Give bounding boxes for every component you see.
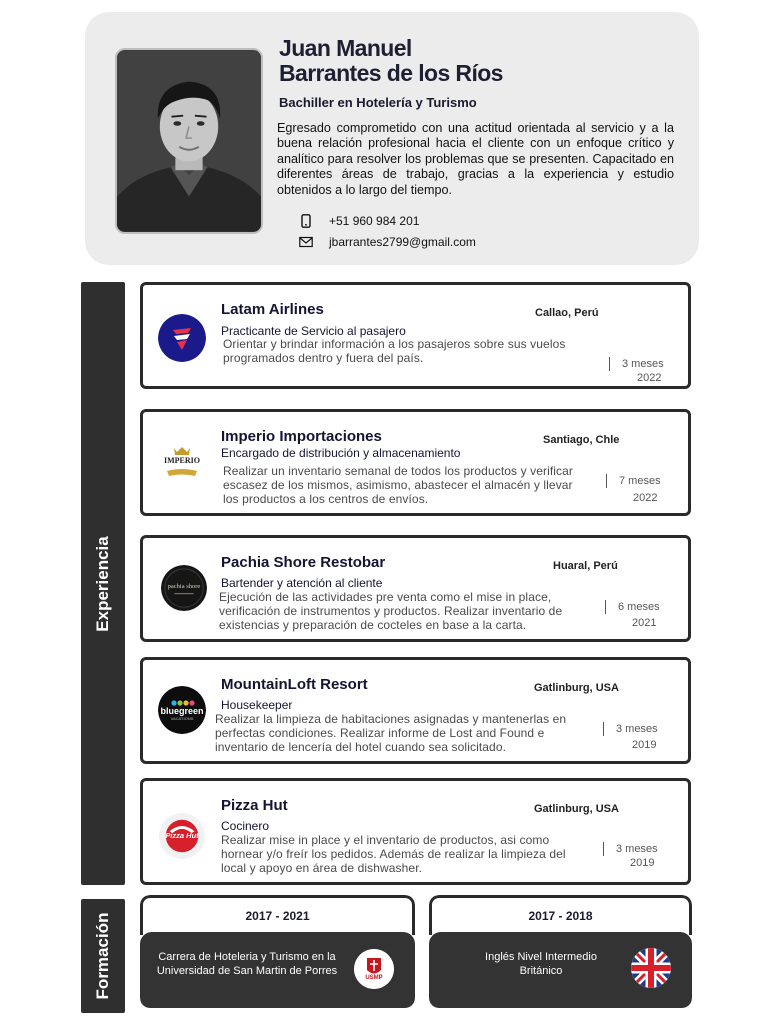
job-year: 2021 xyxy=(632,617,657,629)
job-location: Callao, Perú xyxy=(535,307,599,319)
job-role: Bartender y atención al cliente xyxy=(221,576,383,590)
job-card-pizzahut xyxy=(140,778,691,885)
job-card-pachia xyxy=(140,535,691,642)
email-contact xyxy=(299,235,476,249)
person-name xyxy=(279,36,659,86)
job-year: 2022 xyxy=(637,372,662,384)
education-section-label: Formación xyxy=(93,912,112,1000)
job-location: Huaral, Perú xyxy=(553,560,618,572)
job-location: Gatlinburg, USA xyxy=(534,803,619,815)
education-detail-box xyxy=(140,932,415,1008)
mail-icon xyxy=(299,235,313,249)
usmp-logo-text: USMP xyxy=(365,975,383,981)
education-period: 2017 - 2021 xyxy=(140,895,415,935)
job-card-imperio xyxy=(140,409,691,516)
education-detail-box xyxy=(429,932,692,1008)
job-duration: 7 meses xyxy=(606,474,661,488)
job-role: Encargado de distribución y almacenamiento xyxy=(221,446,461,460)
company-name: Imperio Importaciones xyxy=(221,428,382,445)
job-year: 2019 xyxy=(632,739,657,751)
job-duration: 3 meses xyxy=(603,722,658,736)
phone-contact xyxy=(299,214,419,228)
name-line-2: Barrantes de los Ríos xyxy=(279,60,503,86)
pachia-logo-text: pachia shore xyxy=(167,583,201,590)
job-description: Realizar un inventario semanal de todos los productos y verificar escasez de los mismos, asimismo, abastecer el almacén y llevar los productos a los centros de envíos. xyxy=(223,464,574,506)
job-duration: 6 meses xyxy=(605,600,660,614)
phone-icon xyxy=(299,214,313,228)
job-role: Practicante de Servicio al pasajero xyxy=(221,324,406,338)
job-description: Realizar mise in place y el inventario de productos, asi como hornear y/o freír los pedidos. Además de realizar la limpieza del local y apoyo en área de dishwasher. xyxy=(221,833,566,875)
profile-photo xyxy=(115,48,263,234)
usmp-logo xyxy=(354,949,394,989)
experience-section-label: Experiencia xyxy=(93,535,112,632)
british-flag-icon xyxy=(631,948,671,988)
pizzahut-logo-text: Pizza Hut xyxy=(165,831,199,840)
company-name: Latam Airlines xyxy=(221,301,324,318)
degree-title: Bachiller en Hotelería y Turismo xyxy=(279,95,477,110)
education-description: Carrera de Hoteleria y Turismo en la Universidad de San Martin de Porres xyxy=(156,951,338,977)
education-sidebar xyxy=(81,899,125,1013)
company-name: Pachia Shore Restobar xyxy=(221,554,386,571)
bluegreen-logo-text: bluegreen xyxy=(160,706,204,716)
imperio-logo-text: IMPERIO xyxy=(164,456,200,465)
job-year: 2019 xyxy=(630,857,655,869)
education-card-english xyxy=(429,895,692,1008)
job-year: 2022 xyxy=(633,492,658,504)
job-card-mountainloft xyxy=(140,657,691,764)
education-description: Inglés Nivel Intermedio Británico xyxy=(485,951,597,977)
education-card-usmp xyxy=(140,895,415,1008)
job-description: Ejecución de las actividades pre venta como el mise in place, verificación de instrumentos y productos. Realizar inventario de existencias y preparación de cocteles en base a la carta. xyxy=(219,590,563,632)
email-address[interactable]: jbarrantes2799@gmail.com xyxy=(329,235,476,249)
pizzahut-logo xyxy=(159,813,205,859)
job-duration: 3 meses xyxy=(609,357,664,371)
job-description: Orientar y brindar información a los pasajeros sobre sus vuelos programados dentro y fuera del país. xyxy=(223,337,566,365)
pachia-logo xyxy=(161,565,207,611)
company-name: Pizza Hut xyxy=(221,797,288,814)
experience-sidebar xyxy=(81,282,125,885)
job-role: Cocinero xyxy=(221,819,270,833)
bluegreen-logo xyxy=(158,686,206,734)
imperio-logo xyxy=(158,440,206,488)
job-role: Housekeeper xyxy=(221,698,293,712)
job-location: Santiago, Chle xyxy=(543,434,620,446)
latam-logo xyxy=(158,314,206,362)
company-name: MountainLoft Resort xyxy=(221,676,368,693)
phone-number: +51 960 984 201 xyxy=(329,214,420,228)
job-card-latam xyxy=(140,282,691,389)
profile-summary: Egresado comprometido con una actitud orientada al servicio y a la buena relación profesional hacia el cliente con un enfoque crítico y analítico para resolver los problemas que se presenten. Capacitado en diferentes áreas de trabajo, gracias a la experiencia y estudio obtenidos a lo largo del tiempo. xyxy=(277,121,674,197)
education-period: 2017 - 2018 xyxy=(429,895,692,935)
job-duration: 3 meses xyxy=(603,842,658,856)
job-description: Realizar la limpieza de habitaciones asignadas y mantenerlas en perfectas condiciones. Realizar informe de Lost and Found e inventario de lencería del hotel cuando sea solicitado. xyxy=(215,712,567,754)
job-location: Gatlinburg, USA xyxy=(534,682,619,694)
name-line-1: Juan Manuel xyxy=(279,35,412,61)
svg-text:VACATIONS: VACATIONS xyxy=(170,716,194,721)
